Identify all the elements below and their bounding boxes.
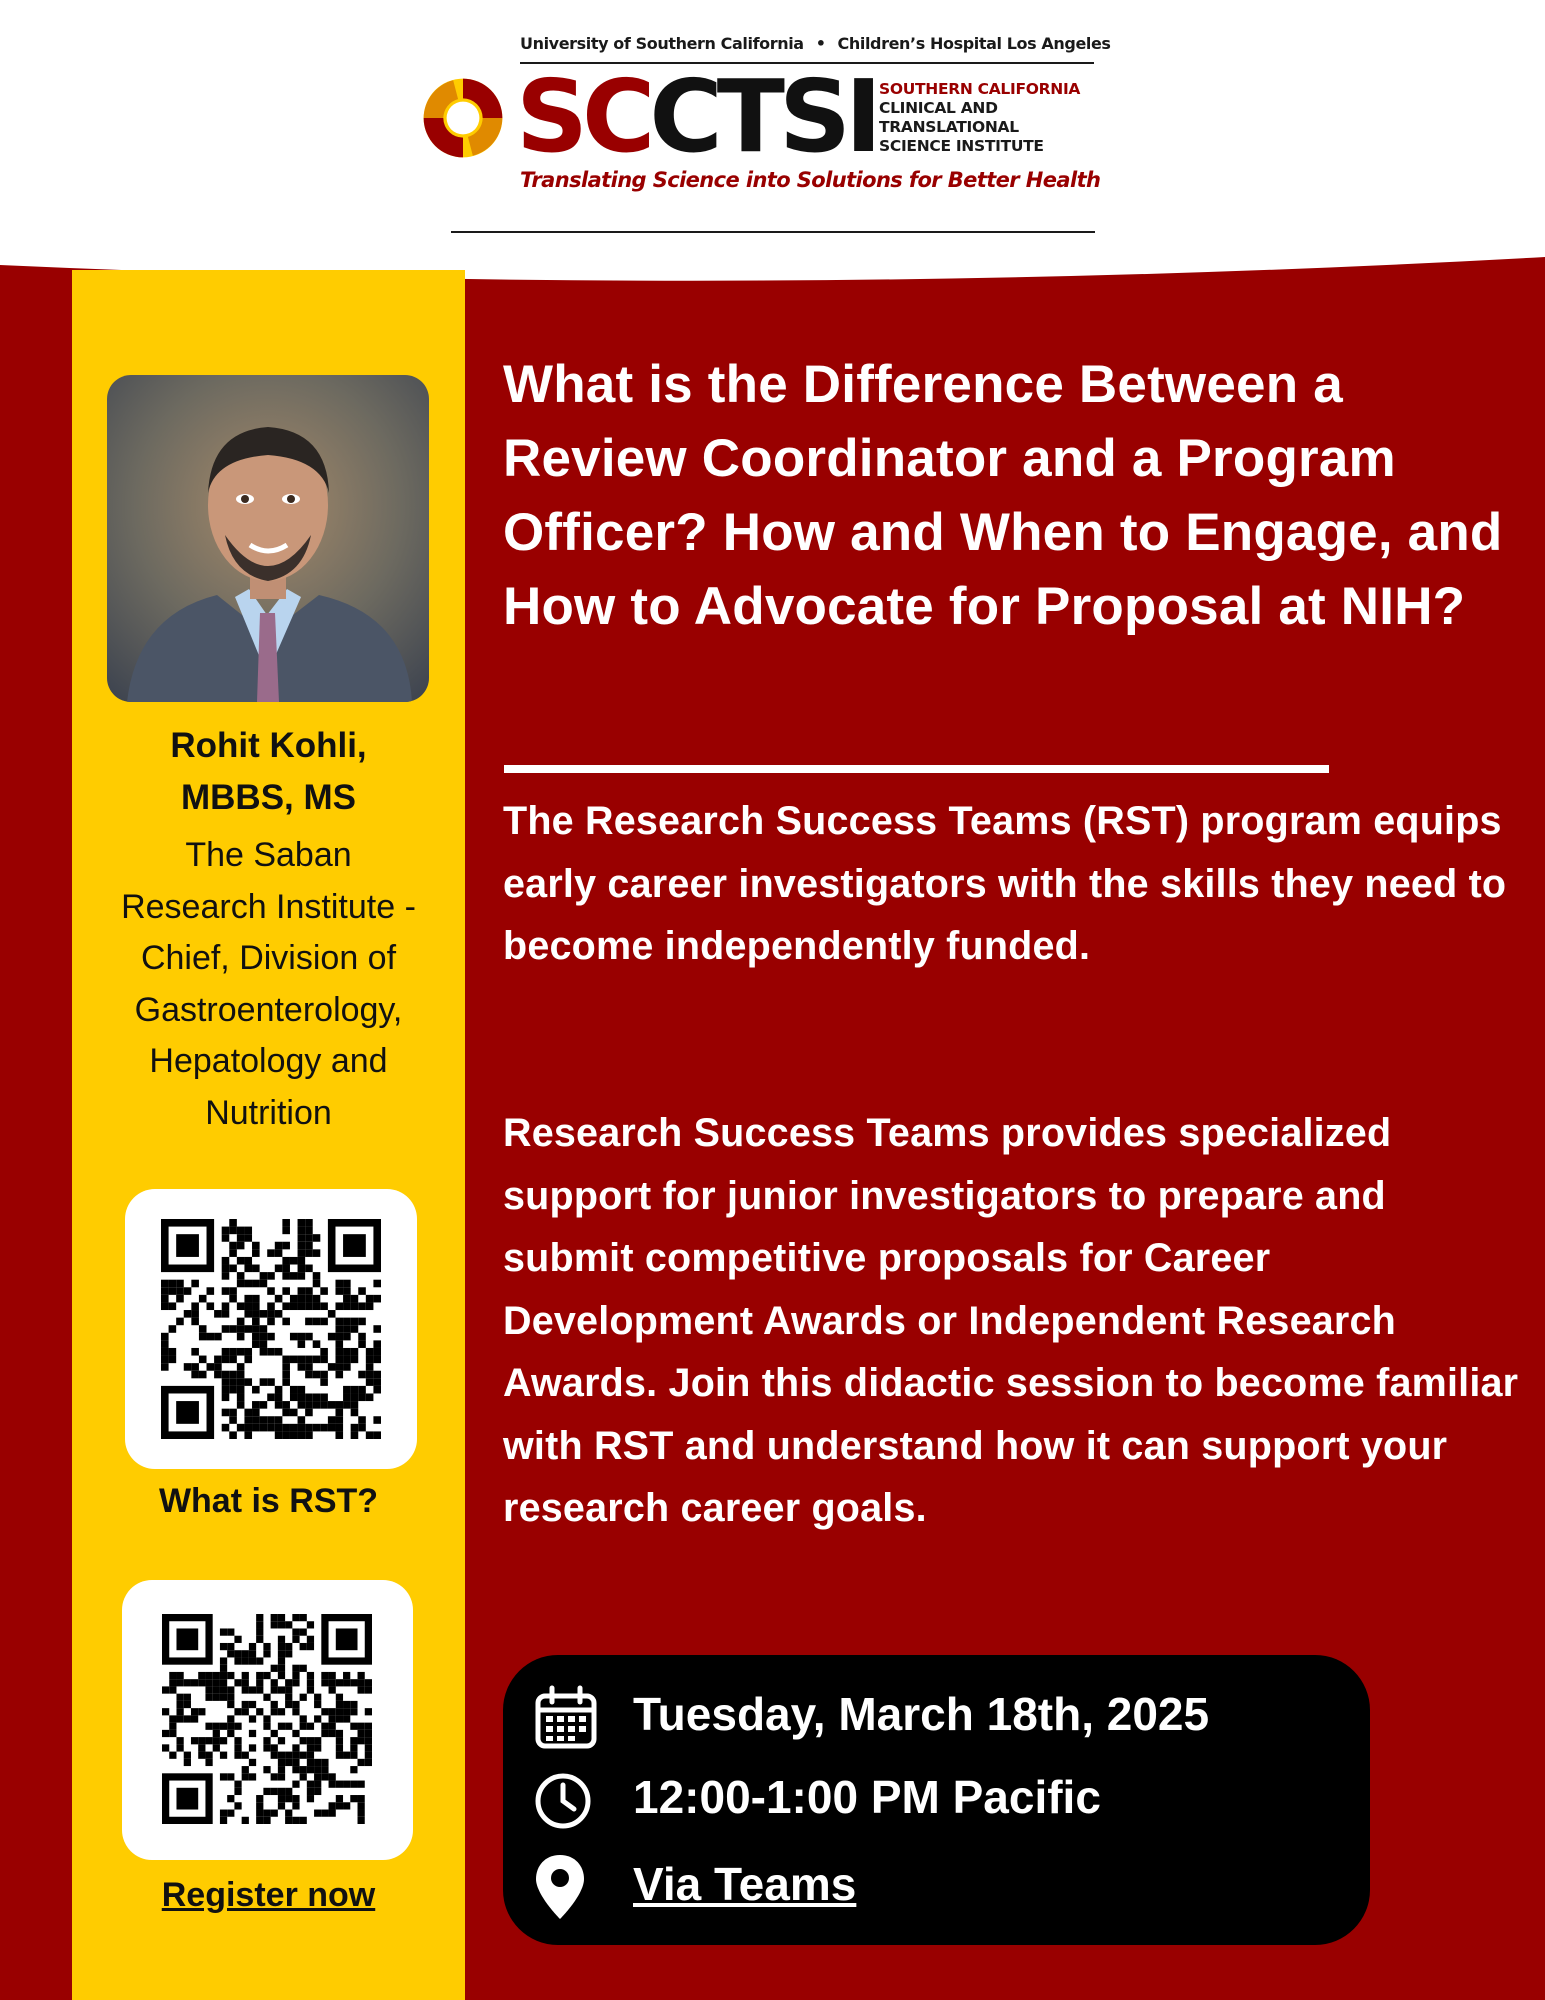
- event-details: [503, 1655, 1370, 1945]
- speaker-name: [72, 720, 465, 824]
- speaker-title-line: Gastroenterology,: [134, 990, 403, 1029]
- event-date-row: [503, 1683, 1370, 1763]
- header: [0, 0, 1545, 300]
- event-location-link[interactable]: Via Teams: [633, 1858, 857, 1910]
- speaker-name-line-1: Rohit Kohli,: [170, 726, 367, 765]
- institute-line-4: SCIENCE INSTITUTE: [879, 137, 1044, 155]
- speaker-title-line: Chief, Division of: [140, 939, 397, 977]
- institute-line-1: SOUTHERN CALIFORNIA: [879, 80, 1081, 98]
- speaker-affiliation: [72, 830, 465, 1139]
- wordmark-ctsi: CTSI: [649, 58, 877, 175]
- calendar-icon: [533, 1685, 599, 1756]
- speaker-title-line: Hepatology and: [149, 1042, 388, 1080]
- what-is-rst-qr-code[interactable]: [125, 1189, 417, 1469]
- speaker-sidebar: [72, 270, 465, 2000]
- headline-divider: [504, 765, 1329, 773]
- session-description: Research Success Teams provides specialized support for junior investigators to prepare and submit competitive proposals for Career Development Awards or Independent Research Awards. Join this didactic session to become familiar with RST and understand how it can support your research career goals.: [503, 1111, 1519, 1530]
- affiliation-separator: •: [815, 34, 826, 53]
- event-time: 12:00-1:00 PM Pacific: [633, 1771, 1101, 1823]
- speaker-photo: [107, 375, 429, 702]
- header-rule: [451, 231, 1095, 233]
- program-description: The Research Success Teams (RST) program equips early career investigators with the skills they need to become independently funded.: [503, 799, 1507, 968]
- speaker-name-line-2: MBBS, MS: [181, 778, 356, 817]
- session-headline: What is the Difference Between a Review Coordinator and a Program Officer? How and When to Engage, and How to Advocate for Proposal at NIH?: [503, 355, 1503, 636]
- event-time-row: [503, 1767, 1370, 1847]
- event-location-row: [503, 1853, 1370, 1933]
- affiliation-usc: University of Southern California: [520, 34, 804, 53]
- affiliation-line: [520, 34, 1111, 53]
- affiliation-chla: Children’s Hospital Los Angeles: [837, 34, 1111, 53]
- what-is-rst-label: What is RST?: [158, 1482, 379, 1520]
- event-date: Tuesday, March 18th, 2025: [633, 1688, 1210, 1740]
- scctsi-wordmark: [516, 58, 877, 175]
- wordmark-sc: SC: [516, 58, 650, 175]
- institute-line-2: CLINICAL AND: [879, 99, 998, 117]
- institute-line-3: TRANSLATIONAL: [879, 118, 1019, 136]
- register-now-qr-code[interactable]: [122, 1580, 413, 1860]
- register-now-link[interactable]: Register now: [161, 1876, 376, 1914]
- tagline: Translating Science into Solutions for Better Health: [520, 168, 1101, 192]
- location-pin-icon: [533, 1853, 587, 1926]
- speaker-title-line: Nutrition: [205, 1093, 332, 1132]
- scctsi-logo-icon: [422, 77, 504, 159]
- speaker-title-line: The Saban: [185, 836, 352, 874]
- speaker-title-line: Research Institute -: [121, 887, 416, 926]
- institute-full-name: [879, 80, 1109, 156]
- main-content: [465, 270, 1545, 2000]
- clock-icon: [533, 1771, 593, 1836]
